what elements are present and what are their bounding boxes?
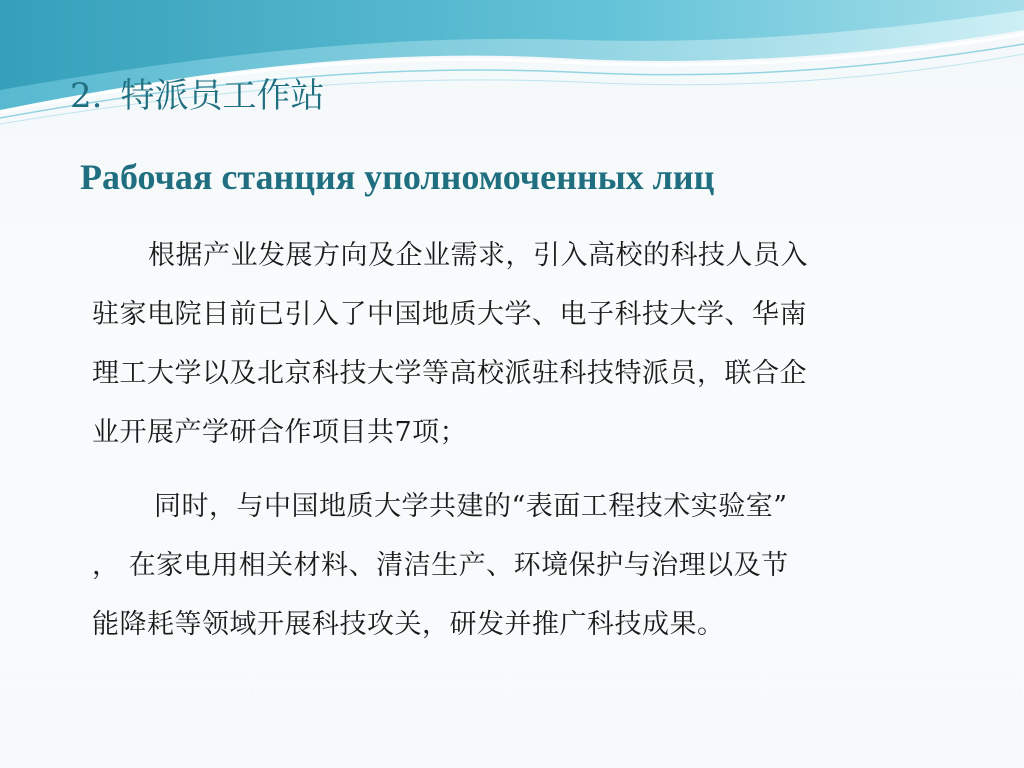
paragraph-line: 业开展产学研合作项目共7项； <box>92 417 468 448</box>
paragraph-2 <box>92 477 992 654</box>
title-number: 2. <box>70 76 103 116</box>
slide-subtitle: Рабочая станция уполномоченных лиц <box>80 157 715 197</box>
paragraph-line: 同时，与中国地质大学共建的“表面工程技术实验室” <box>154 491 788 522</box>
title-text: 特派员工作站 <box>120 76 325 116</box>
paragraph-line: 驻家电院目前已引入了中国地质大学、电子科技大学、华南 <box>92 299 807 330</box>
paragraph-line: 根据产业发展方向及企业需求，引入高校的科技人员入 <box>148 240 808 271</box>
paragraph-line: 能降耗等领域开展科技攻关，研发并推广科技成果。 <box>92 609 725 640</box>
paragraph-line: ， 在家电用相关材料、清洁生产、环境保护与治理以及节 <box>92 550 789 581</box>
paragraph-line: 理工大学以及北京科技大学等高校派驻科技特派员，联合企 <box>92 358 807 389</box>
paragraph-1 <box>92 226 992 462</box>
slide-title <box>70 74 324 118</box>
